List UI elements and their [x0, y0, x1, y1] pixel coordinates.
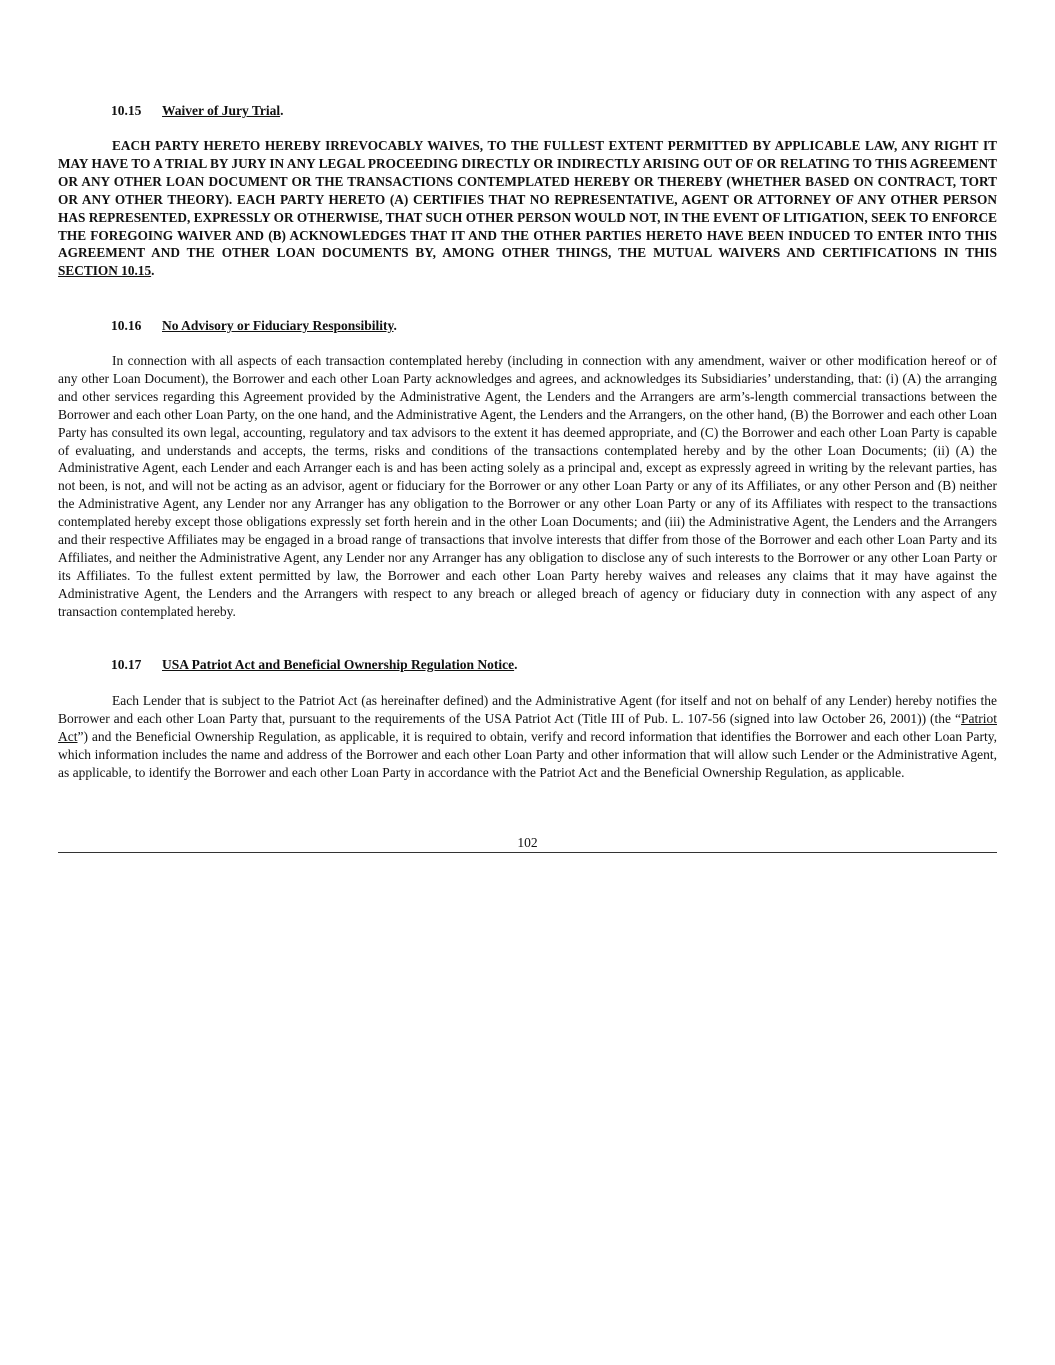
- paragraph-text: In connection with all aspects of each transaction contemplated hereby (including in connection with any amendment, waiver or other modification hereof or of any other Loan Document), the Borrower and each other Loan Party acknowledges and agrees, and acknowledges its Subsidiaries’ understanding, that: (i) (A) the arranging and other services regarding this Agreement provided by the Administrative Agent, the Lenders and the Arrangers are arm’s-length commercial transactions between the Borrower and each other Loan Party, on the one hand, and the Administrative Agent, the Lenders and the Arrangers, on the other hand, (B) the Borrower and each other Loan Party has consulted its own legal, accounting, regulatory and tax advisors to the extent it has deemed appropriate, and (C) the Borrower and each other Loan Party is capable of evaluating, and understands and accepts, the terms, risks and conditions of the transactions contemplated hereby and by the other Loan Documents; (ii) (A) the Administrative Agent, each Lender and each Arranger each is and has been acting solely as a principal and, except as expressly agreed in writing by the relevant parties, has not been, is not, and will not be acting as an advisor, agent or fiduciary for the Borrower or any other Loan Party or any of its Affiliates, or any other Person and (B) neither the Administrative Agent, any Lender nor any Arranger has any obligation to the Borrower or any other Loan Party or any of its Affiliates with respect to the transactions contemplated hereby except those obligations expressly set forth herein and in the other Loan Documents; and (iii) the Administrative Agent, the Lenders and the Arrangers and their respective Affiliates may be engaged in a broad range of transactions that involve interests that differ from those of the Borrower and each other Loan Party and its Affiliates, and neither the Administrative Agent, any Lender nor any Arranger has any obligation to disclose any of such interests to the Borrower or any other Loan Party or its Affiliates. To the fullest extent permitted by law, the Borrower and each other Loan Party hereby waives and releases any claims that it may have against the Administrative Agent, the Lenders and the Arrangers with respect to any breach or alleged breach of agency or fiduciary duty in connection with any aspect of any transaction contemplated hereby.: [58, 353, 997, 619]
- section-paragraph-10-17: [58, 692, 997, 782]
- section-heading-10-16: [111, 317, 397, 335]
- section-paragraph-10-15: [58, 137, 997, 280]
- section-title-suffix: .: [393, 318, 397, 333]
- section-number: 10.15: [111, 103, 142, 118]
- paragraph-text-before: Each Lender that is subject to the Patriot Act (as hereinafter defined) and the Administrative Agent (for itself and not on behalf of any Lender) hereby notifies the Borrower and each other Loan Party that, pursuant to the requirements of the USA Patriot Act (Title III of Pub. L. 107-56 (signed into law October 26, 2001)) (the “: [58, 693, 997, 726]
- section-title-suffix: .: [514, 657, 518, 672]
- section-title: No Advisory or Fiduciary Responsibility: [162, 318, 394, 333]
- paragraph-text: EACH PARTY HERETO HEREBY IRREVOCABLY WAIVES, TO THE FULLEST EXTENT PERMITTED BY APPLICABLE LAW, ANY RIGHT IT MAY HAVE TO A TRIAL BY JURY IN ANY LEGAL PROCEEDING DIRECTLY OR INDIRECTLY ARISING OUT OF OR RELATING TO THIS AGREEMENT OR ANY OTHER LOAN DOCUMENT OR THE TRANSACTIONS CONTEMPLATED HEREBY OR THEREBY (WHETHER BASED ON CONTRACT, TORT OR ANY OTHER THEORY). EACH PARTY HERETO (A) CERTIFIES THAT NO REPRESENTATIVE, AGENT OR ATTORNEY OF ANY OTHER PERSON HAS REPRESENTED, EXPRESSLY OR OTHERWISE, THAT SUCH OTHER PERSON WOULD NOT, IN THE EVENT OF LITIGATION, SEEK TO ENFORCE THE FOREGOING WAIVER AND (B) ACKNOWLEDGES THAT IT AND THE OTHER PARTIES HERETO HAVE BEEN INDUCED TO ENTER INTO THIS AGREEMENT AND THE OTHER LOAN DOCUMENTS BY, AMONG OTHER THINGS, THE MUTUAL WAIVERS AND CERTIFICATIONS IN THIS: [58, 138, 997, 261]
- section-heading-10-17: [111, 656, 517, 674]
- footer-divider: [58, 852, 997, 853]
- section-number: 10.17: [111, 657, 142, 672]
- paragraph-text-after: ”) and the Beneficial Ownership Regulation, as applicable, it is required to obtain, verify and record information that identifies the Borrower and each other Loan Party, which information includes the name and address of the Borrower and each other Loan Party and other information that will allow such Lender or the Administrative Agent, as applicable, to identify the Borrower and each other Loan Party in accordance with the Patriot Act and the Beneficial Ownership Regulation, as applicable.: [58, 728, 997, 780]
- section-heading-10-15: [111, 102, 284, 120]
- section-paragraph-10-16: [58, 352, 997, 621]
- paragraph-end: .: [151, 263, 155, 279]
- page-number: 102: [517, 835, 538, 850]
- defined-term: Patriot Act: [58, 710, 997, 744]
- section-title: Waiver of Jury Trial: [162, 103, 281, 118]
- section-title-suffix: .: [280, 103, 284, 118]
- section-reference: SECTION 10.15: [58, 263, 152, 279]
- section-title: USA Patriot Act and Beneficial Ownership Regulation Notice: [162, 657, 515, 672]
- section-number: 10.16: [111, 318, 142, 333]
